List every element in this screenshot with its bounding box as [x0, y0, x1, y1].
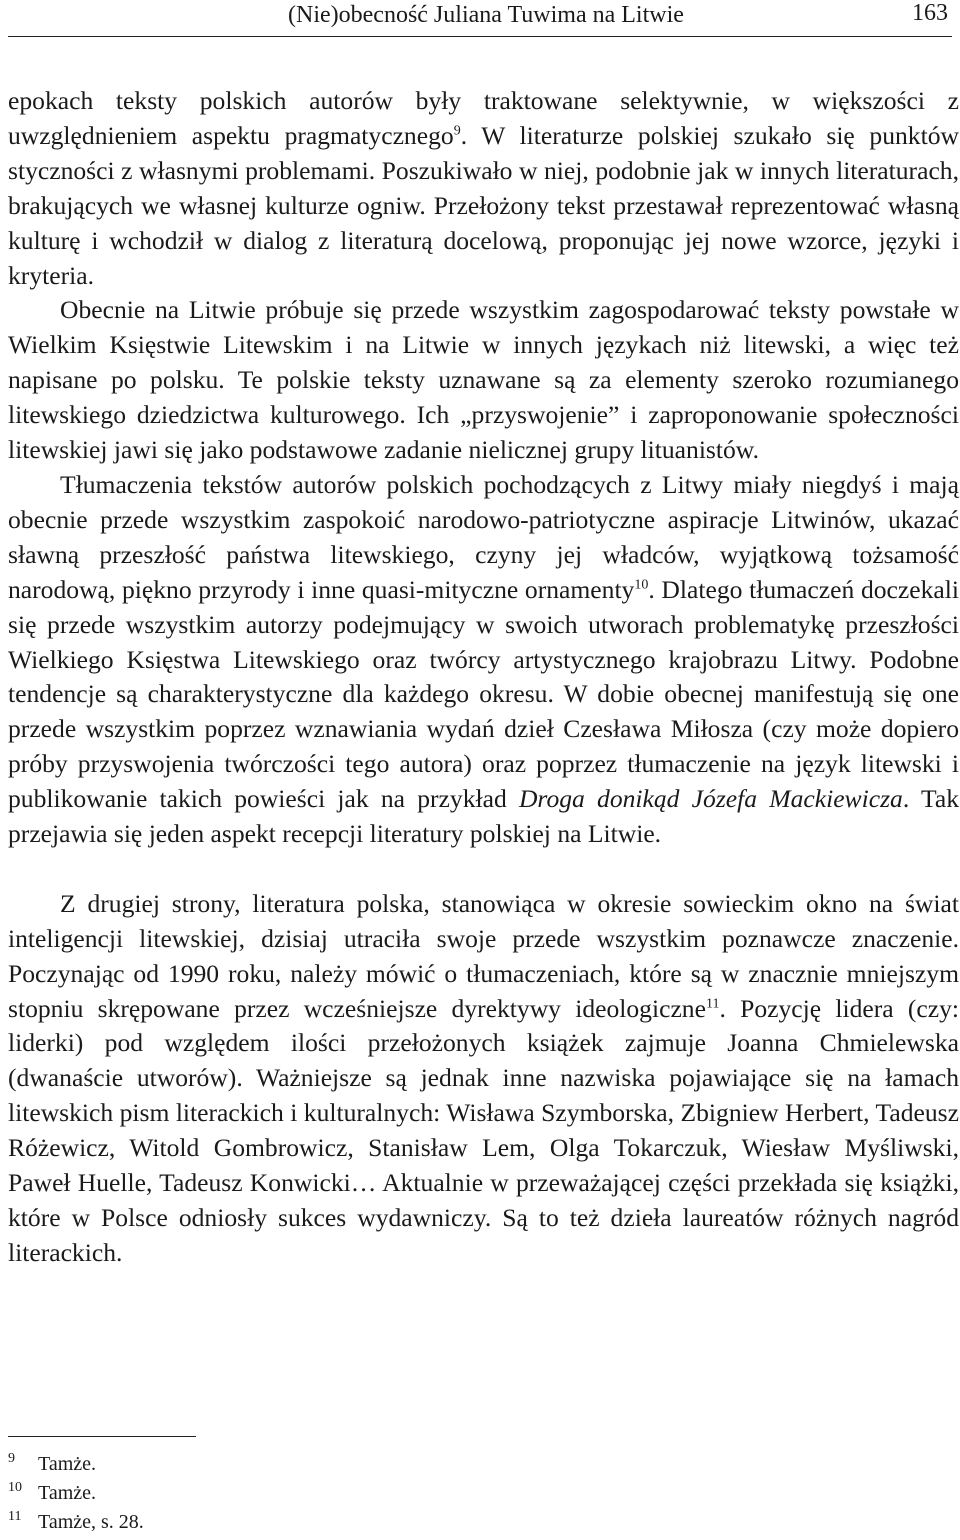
paragraph-text: Tłumaczenia tekstów autorów polskich pochodzących z Litwy miały niegdyś i mają obecnie przede wszystkim zaspokoić narodowo-patriotyczne aspiracje Litwinów, ukazać sławną przeszłość państwa litewskiego, czyny jej władców, wyjątkową tożsamość narodową, piękno przyrody i inne quasi-mityczne ornamenty	[8, 469, 959, 604]
paragraph	[8, 293, 959, 468]
running-title: (Nie)obecność Juliana Tuwima na Litwie	[288, 2, 684, 28]
paragraph-text: Z drugiej strony, literatura polska, stanowiąca w okresie sowieckim okno na świat inteligencji litewskiej, dzisiaj utraciła swoje przede wszystkim poznawcze znaczenie. Poczynając od 1990 roku, należy mówić o tłumaczeniach, które są w znacznie mniejszym stopniu skrępowane przez wcześniejsze dyrektywy ideologiczne	[8, 888, 959, 1023]
paragraph-text: . Dlatego tłumaczeń doczekali się przede wszystkim autorzy podejmujący w swoich utworach problematykę przeszłości Wielkiego Księstwa Litewskiego oraz twórcy artystycznego krajobrazu Litwy. Podobne tendencje są charakterystyczne dla każdego okresu. W dobie obecnej manifestują się one przede wszystkim poprzez wznawiania wydań dzieł Czesława Miłosza (czy może dopiero próby przyswojenia twórczości tego autora) oraz poprzez tłumaczenie na język litewski i publikowanie takich powieści jak na przykład	[8, 574, 959, 814]
footnote-number: 11	[8, 1509, 22, 1524]
footnote	[8, 1508, 408, 1537]
italic-title: Droga donikąd Józefa Mackiewicza	[518, 784, 903, 814]
footnote-ref: 11	[705, 996, 720, 1012]
page-number: 163	[912, 0, 948, 26]
running-head	[8, 0, 952, 37]
footnote	[8, 1479, 408, 1508]
paragraph-text: . W literaturze polskiej szukało się punktów styczności z własnymi problemami. Poszukiwało w niej, podobnie jak w innych literaturach, brakujących we własnej kulturze ogniw. Przełożony tekst przestawał reprezentować własną kulturę i wchodził w dialog z literaturą docelową, proponując jej nowe wzorce, języki i kryteria.	[8, 120, 959, 290]
footnotes	[8, 1450, 408, 1537]
footnote	[8, 1450, 408, 1479]
footnote-number: 9	[8, 1451, 15, 1466]
paragraph	[8, 84, 959, 293]
footnote-text: Tamże.	[38, 1453, 97, 1475]
footnote-text: Tamże.	[38, 1482, 97, 1504]
footnote-ref: 9	[453, 123, 461, 139]
body-text	[8, 84, 959, 1271]
footnote-number: 10	[8, 1480, 22, 1495]
paragraph	[8, 468, 959, 852]
paragraph-text: . Pozycję lidera (czy: liderki) pod względem ilości przełożonych książek zajmuje Joanna Chmielewska (dwanaście utworów). Ważniejsze są jednak inne nazwiska pojawiające się na łamach litewskich pism literackich i kulturalnych: Wisława Szymborska, Zbigniew Herbert, Tadeusz Różewicz, Witold Gombrowicz, Stanisław Lem, Olga Tokarczuk, Wiesław Myśliwski, Paweł Huelle, Tadeusz Konwicki… Aktualnie w przeważającej części przekłada się książki, które w Polsce odniosły sukces wydawniczy. Są to też dzieła laureatów różnych nagród literackich.	[8, 993, 959, 1267]
paragraph-text: Obecnie na Litwie próbuje się przede wszystkim zagospodarować teksty powstałe w Wielkim Księstwie Litewskim i na Litwie w innych językach niż litewski, a więc też napisane po polsku. Te polskie teksty uznawane są za elementy szeroko rozumianego litewskiego dziedzictwa kulturowego. Ich „przyswojenie” i zaproponowanie społeczności litewskiej jawi się jako podstawowe zadanie nielicznej grupy lituanistów.	[8, 295, 959, 465]
footnote-separator	[8, 1436, 196, 1437]
footnote-ref: 10	[634, 577, 649, 593]
paragraph-text: epokach teksty polskich autorów były traktowane selektywnie, w większości z uwzględnieniem aspektu pragmatycznego	[8, 86, 959, 150]
paragraph	[8, 887, 959, 1271]
footnote-text: Tamże, s. 28.	[38, 1511, 144, 1533]
paragraph-text: . Tak przejawia się jeden aspekt recepcji literatury polskiej na Litwie.	[8, 784, 959, 849]
